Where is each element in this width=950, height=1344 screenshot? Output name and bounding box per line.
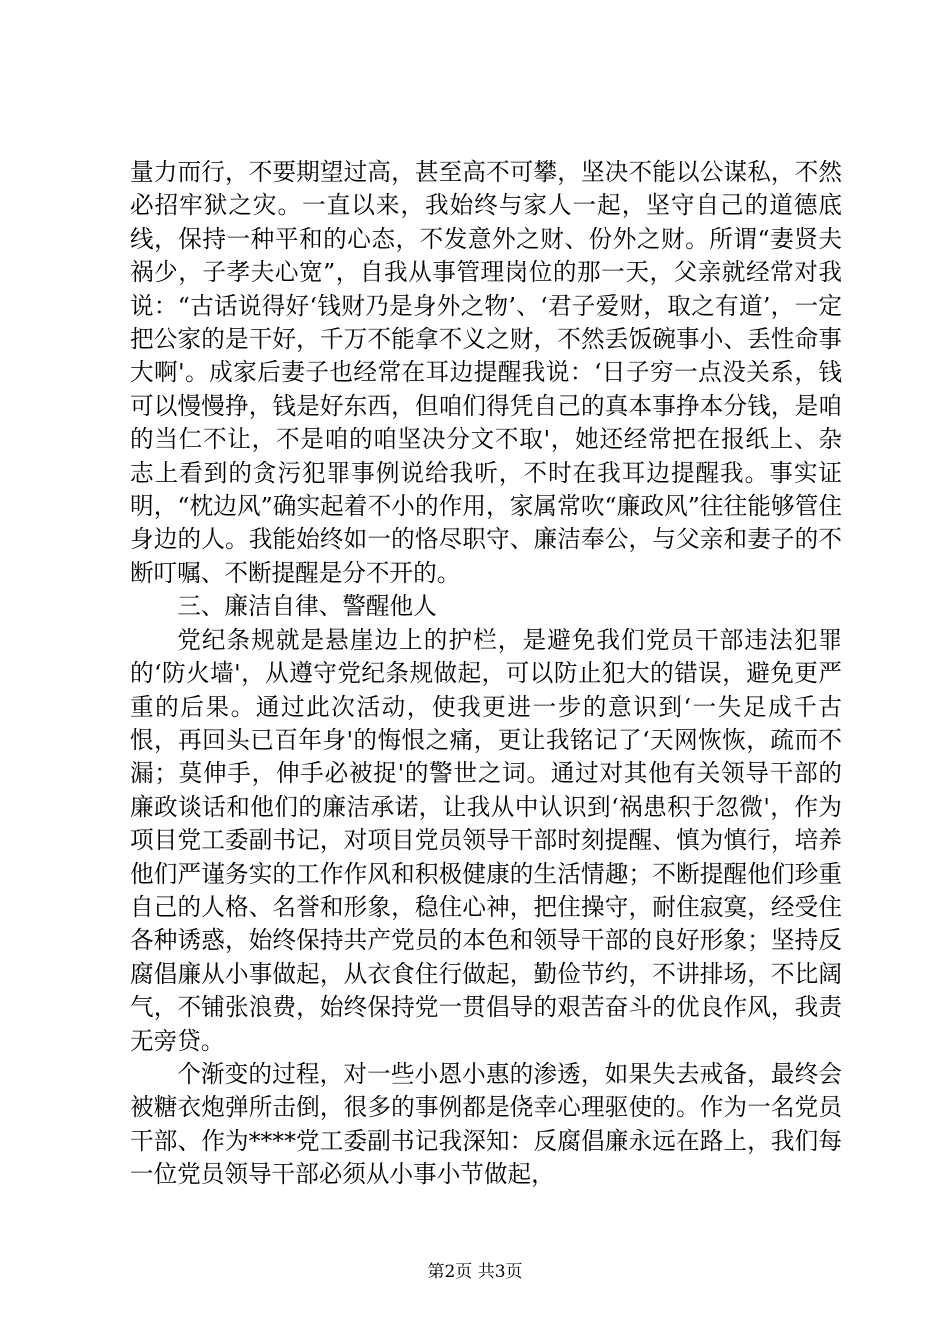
document-body bbox=[130, 156, 842, 1192]
page-footer: 第2页 共3页 bbox=[427, 1262, 523, 1282]
section-heading-3: 三、廉洁自律、警醒他人 bbox=[177, 592, 437, 621]
paragraph-party-discipline: 党纪条规就是悬崖边上的护栏，是避免我们党员干部违法犯罪的‘防火墙'，从遵守党纪条规做起，可以防止犯大的错误，避免更严重的后果。通过此次活动，使我更进一步的意识到‘一失足成千古恨，再回头已百年身'的悔恨之痛，更让我铭记了‘天网恢恢，疏而不漏；莫伸手，伸手必被捉'的警世之词。通过对其他有关领导干部的廉政谈话和他们的廉洁承诺，让我从中认识到‘祸患积于忽微'，作为项目党工委副书记，对项目党员领导干部时刻提醒、慎为慎行，培养他们严谨务实的工作作风和积极健康的生活情趣；不断提醒他们珍重自己的人格、名誉和形象，稳住心神，把住操守，耐住寂寞，经受住各种诱惑，始终保持共产党员的本色和领导干部的良好形象；坚持反腐倡廉从小事做起，从衣食住行做起，勤俭节约，不讲排场，不比阔气，不铺张浪费，始终保持党一贯倡导的艰苦奋斗的优良作风，我责无旁贷。 bbox=[130, 625, 842, 1055]
paragraph-family-support: 量力而行，不要期望过高，甚至高不可攀，坚决不能以公谋私，不然必招牢狱之灾。一直以来，我始终与家人一起，坚守自己的道德底线，保持一种平和的心态，不发意外之财、份外之财。所谓“妻贤夫祸少，子孝夫心宽”，自我从事管理岗位的那一天，父亲就经常对我说：“古话说得好‘钱财乃是身外之物’、‘君子爱财，取之有道’，一定把公家的是干好，千万不能拿不义之财，不然丢饭碗事小、丢性命事大啊'。成家后妻子也经常在耳边提醒我说：‘日子穷一点没关系，钱可以慢慢挣，钱是好东西，但咱们得凭自己的真本事挣本分钱，是咱的当仁不让，不是咱的咱坚决分文不取'，她还经常把在报纸上、杂志上看到的贪污犯罪事例说给我听，不时在我耳边提醒我。事实证明，“枕边风”确实起着不小的作用，家属常吹“廉政风”往往能够管住身边的人。我能始终如一的恪尽职守、廉洁奉公，与父亲和妻子的不断叮嘱、不断提醒是分不开的。 bbox=[130, 158, 842, 587]
paragraph-gradual-change: 个渐变的过程，对一些小恩小惠的渗透，如果失去戒备，最终会被糖衣炮弹所击倒，很多的事例都是侥幸心理驱使的。作为一名党员干部、作为****党工委副书记我深知：反腐倡廉永远在路上，我们每一位党员领导干部必须从小事小节做起， bbox=[130, 1059, 842, 1189]
